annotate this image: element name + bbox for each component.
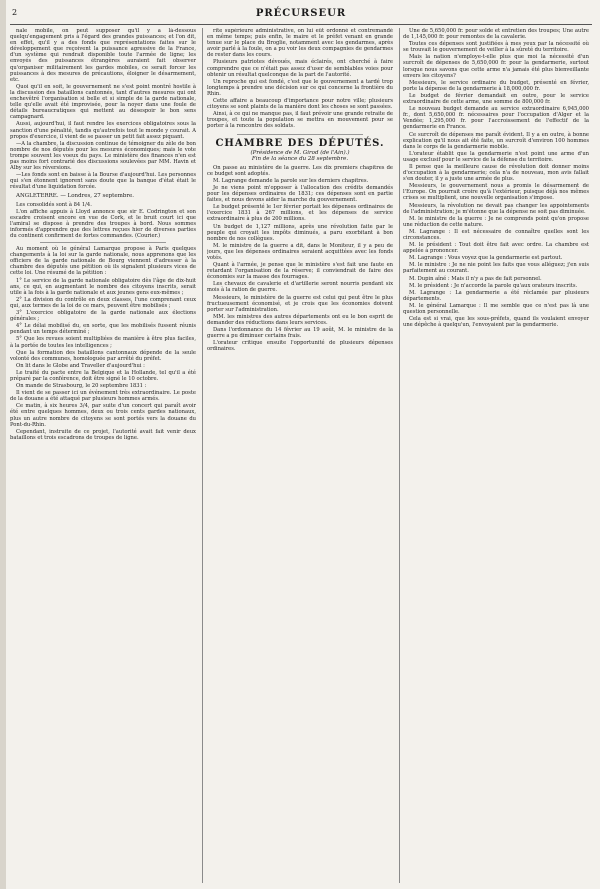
article-paragraph: Je ne viens point m'opposer à l'allocation des crédits demandés pour les dépenses ordinaires de 1831; ces dépenses sont en partie faites, et nous devons aider la marche du gouvernement. [207,184,393,204]
chamber-heading-block [207,134,393,162]
section-separator [237,134,363,135]
session-line: Fin de la séance du 28 septembre. [251,155,349,162]
page-header [10,8,592,25]
article-paragraph: Messieurs, le gouvernement nous a promis le désarmement de l'Europe. On pourrait croire qu'à l'extérieur, puisque déjà nos mêmes crises se multiplient, une nouvelle organisation s'impose. [403,183,589,202]
column-rule-2 [399,28,400,883]
presidency-line: (Présidence de M. Girod (de l'Ain).) [250,149,350,156]
column-2 [207,28,393,884]
article-paragraph: MM. les ministres des autres départements ont eu le bon esprit de demander des réductions dans leurs services. [207,313,393,326]
article-paragraph: 2° La division du contrôle en deux classes, l'une comprenant ceux qui, aux termes de la loi de ce mars, peuvent être mobilisés ; [10,296,196,309]
article-paragraph: M. le ministre de la guerre : Je ne comprends point qu'on propose une réduction de cette nature. [403,215,589,228]
article-paragraph: 4° Le délai mobilisé du, en sorte, que les mobilisés fussent réunis pendant un temps déterminé ; [10,323,196,336]
article-paragraph: Un reproche qui est fondé, c'est que le gouvernement a tardé trop longtemps à prendre une décision sur ce qui concerne la frontière du Rhin. [207,78,393,97]
newspaper-title: PRÉCURSEUR [255,8,347,19]
article-paragraph: M. le ministre : Je ne nie point les faits que vous alléguez; j'en suis parfaitement au courant. [403,262,589,275]
article-paragraph: Les consolidés sont à 84 1/4. [16,201,92,208]
article-paragraph: 5° Que les revues soient multipliées de manière à être plus faciles, à la portée de toutes les intelligences ; [10,336,196,349]
article-paragraph: Que la formation des bataillons cantonnaux dépende de la seule volonté des communes, homologuée par arrêté du préfet. [10,349,196,362]
article-paragraph: On passe au ministère de la guerre. Les dix premiers chapitres de ce budget sont adoptés. [207,164,393,177]
article-paragraph: M. Lagrange : Il est nécessaire de connaître quelles sont les circonstances. [403,228,589,241]
column-rule-1 [202,28,203,883]
article-paragraph: M. le président : Tout doit être fait avec ordre. La chambre est appelée à prononcer. [403,242,589,255]
article-paragraph: Il pense que la meilleure cause de révolution doit donner moins d'occupation à la gendarmerie; cela n'a de nouveau, mon avis fallait s'en douter, il y a juste une armée de plus. [403,163,589,183]
article-paragraph: Une de 5,650,000 fr. pour solde et entretien des troupes; Une autre de 1,145,000 fr. pour remontes de la cavalerie. [403,28,589,41]
article-paragraph: Dans l'ordonnance du 14 février au 19 août, M. le ministre de la guerre a pu diminuer certains frais. [207,327,393,340]
column-3 [403,28,589,884]
article-paragraph: M. Lagrange : Vous voyez que la gendarmerie est partout. [409,255,563,262]
article-paragraph: 1° Le service de la garde nationale obligatoire dès l'âge de dix-huit ans, ce qui, en augmentant le nombre des citoyens inscrits, serait utile à la fois à la garde nationale et aux jeunes gens eux-mêmes ; [10,277,196,296]
article-paragraph: L'orateur critique ensuite l'opportunité de plusieurs dépenses ordinaires. [207,340,393,353]
section-separator [40,242,166,243]
article-paragraph: —Les fonds sont en baisse à la Bourse d'aujourd'hui. Les personnes qui s'en étonnent ignorent sans doute que la banque d'état était le résultat d'une liquidation forcée. [10,172,196,191]
article-paragraph: Ainsi, à ce qui ne manque pas, il faut prévoir une grande retraite de troupes, et toute la population se mettra en mouvement pour se porter à la rencontre des soldats. [207,111,393,130]
article-paragraph: Aussi, aujourd'hui, il faut rendre les exercices obligatoires sous la sanction d'une pénalité, tandis qu'autrefois tout le monde y courait. A propos d'exercice, il vient de se passer un petit fait assez piquant. [10,121,196,140]
article-paragraph: On lit dans le Globe and Traveller d'aujourd'hui : [16,362,145,369]
article-paragraph: Messieurs, le ministère de la guerre est celui qui peut être le plus fructueusement économisé, et je crois que les économies doivent porter sur l'administration. [207,294,393,313]
article-paragraph: —A la chambre, la discussion continue de témoigner du zèle de bon nombre de nos députés pour les mesures économiques; mais le vote trompe souvent les voeux du pays. Le ministère des finances n'en est pas moins fort contrarié des discussions soulevées par MM. Havin et Alby sur les réversions. [10,140,196,172]
article-paragraph: Cependant, instruite de ce projet, l'autorité avait fait venir deux bataillons et trois escadrons de troupes de ligne. [10,428,196,441]
article-paragraph: Un budget de 1,127 millions, après une révolution faite par le peuple qui croyait les impôts diminués, a paru exorbitant à bon nombre de nos collègues. [207,223,393,242]
article-paragraph: Le nouveau budget demande au service extraordinaire 6,945,000 fr., dont 5,650,000 fr. nécessaires pour l'occupation d'Alger et la Vendée; 1,295,000 fr. pour l'accroissement de l'effectif de la gendarmerie en France. [403,106,589,131]
article-paragraph: nale mobile, on peut supposer qu'il y a là-dessous quelqu'engagement pris à l'égard des grandes puissances; et l'on dit, en effet, qu'il y a des fonds que représentations faites sur le développement que reçoivent la puissance agressive de la France, d'un système qui rendrait disponible toute l'armée de ligne; les envoyés des puissances étrangères auraient fait observer qu'organiser militairement les gardes mobiles, ce serait forcer les puissances à des mesures de précautions, éloigner le désarmement, etc. [10,28,196,83]
article-paragraph: On mande de Strasbourg, le 20 septembre 1831 : [16,383,147,390]
article-paragraph: M. Lagrange demande la parole sur les derniers chapitres. [213,177,369,184]
article-paragraph: M. le général Lamarque : Il me semble que ce n'est pas là une question personnelle. [403,302,589,316]
article-paragraph: Au moment où le général Lamarque propose à Paris quelques changements à la loi sur la garde nationale, nous apprenons que les officiers de la garde nationale de Bourg viennent d'adresser à la chambre des députés une pétition où ils signalent plusieurs vices de cette loi. Une résumé de la pétition : [10,246,196,277]
article-paragraph: Les chevaux de cavalerie et d'artillerie seront nourris pendant six mois à la ration de guerre. [207,281,393,294]
dateline-angleterre: ANGLETERRE. — Londres, 27 septembre. [16,193,134,200]
article-paragraph: L'on affiche appuis à Lloyd annonce que sir E. Codrington et son escadre croisent encore en vue de Cork, et le bruit court ici que l'amiral se dispose à prendre des troupes à bord. Nous sommes informés d'apprendre que des lettres reçues hier de diverses parties du continent confirment de fortes commandes. (Courier.) [10,208,196,239]
article-paragraph: Plusieurs patriotes dévoués, mais éclairés, ont cherché à faire comprendre que ce n'était pas assez d'user de semblables voies pour obtenir un résultat quelconque de la part de l'autorité. [207,59,393,78]
page-edge-shadow [0,0,6,889]
article-paragraph: L'orateur établit que la gendarmerie n'est point une arme d'un usage exclusif pour le service de la défense du territoire. [403,150,589,163]
article-paragraph: M. Lagrange : La gendarmerie a été réclamée par plusieurs départements. [403,289,589,302]
article-paragraph: M. Dupin aîné : Mais il n'y a pas de fait personnel. [409,275,542,282]
article-paragraph: 3° L'exercice obligatoire de la garde nationale aux élections générales ; [10,310,196,323]
article-paragraph: Le budget de février demandait en outre, pour le service extraordinaire de cette arme, une somme de 800,000 fr. [403,92,589,106]
article-paragraph: Il vient de se passer ici un événement très extraordinaire. Le poste de la douane a été attaqué par plusieurs hommes armés. [10,390,196,403]
article-paragraph: Cette affaire a beaucoup d'importance pour notre ville; plusieurs citoyens se sont plaints de la manière dont les choses se sont passées. [207,98,393,111]
article-paragraph: Quoi qu'il en soit, le gouvernement ne s'est point montré hostile à la discussion des bataillons cantonnés, tant d'autres mesures qui ont enchevêtré l'organisation si belle et si simple de la garde nationale, telle qu'elle avait été improvisée, pour la noyer dans une foule de détails bureaucratiques qui mettent au désespoir le bon sens campagnard. [10,83,196,121]
article-paragraph: M. le président : Je n'accorde la parole qu'aux orateurs inscrits. [409,282,578,289]
article-paragraph: Messieurs, la révolution ne devait pas changer les appointements de l'administration; je m'étonne que la dépense ne soit pas diminuée. [403,202,589,215]
article-paragraph: Cela est si vrai, que les sous-préfets, quand ils voulaient envoyer une dépêche à quelqu'un, l'envoyaient par la gendarmerie. [403,316,589,329]
article-paragraph: M. le ministre de la guerre a dit, dans le Moniteur, il y a peu de jours, que les dépenses ordinaires seraient acquittées avec les fonds votés. [207,242,393,261]
article-paragraph: Ce matin, à six heures 3/4, par suite d'un concert qui paraît avoir été entre quelques hommes, deux ou trois cents gardes nationaux, plus un autre nombre de citoyens se sont portés vers la douane du Pont-du-Rhin. [10,403,196,428]
article-paragraph: Toutes ces dépenses sont justifiées à mes yeux par la nécessité où se trouvait le gouvernement de veiller à la sûreté du territoire. [403,41,589,54]
article-paragraph: Le traité du pacte entre la Belgique et la Hollande, tel qu'il a été préparé par la conférence, doit être signé le 10 octobre. [10,369,196,382]
article-paragraph: Mais la nation n'employe-t-elle plus que moi la nécessité d'un surcroît de dépenses de 5,650,000 fr. pour la gendarmerie, surtout lorsque nous savons que cette arme n'a jamais été plus bienveillante envers les citoyens? [403,54,589,79]
column-1 [10,28,196,884]
article-paragraph: Messieurs, le service ordinaire du budget, présenté en février, porte la dépense de la gendarmerie à 18,000,000 fr. [403,79,589,92]
section-heading: CHAMBRE DES DÉPUTÉS. [215,137,385,149]
article-paragraph: rite supérieure administrative, on lui eût ordonné et contremandé en même temps; puis enfin, le maire et le préfet venant en grande tenue sur le place du Broglie, notamment avec les gendarmes, après avoir parlé à la foule, on a pu voir les deux compagnies de gendarmes de rester dans les cours. [207,28,393,59]
article-paragraph: Le budget présenté le 1er février portait les dépenses ordinaires de l'exercice 1831 à 267 millions, et les dépenses de service extraordinaire à plus de 200 millions. [207,204,393,223]
article-paragraph: Ce surcroît de dépenses me paraît évident. Il y a en outre, à bonne explication qu'il nous ait été faite, un surcroît d'environ 100 hommes dans le corps de la gendarmerie mobile. [403,131,589,150]
page-number: 2 [12,8,18,17]
article-paragraph: Quant à l'armée, je pense que le ministère s'est fait une faute en retardant l'organisation de la réserve; il conviendrait de faire des économies sur la masse des fourrages. [207,262,393,281]
